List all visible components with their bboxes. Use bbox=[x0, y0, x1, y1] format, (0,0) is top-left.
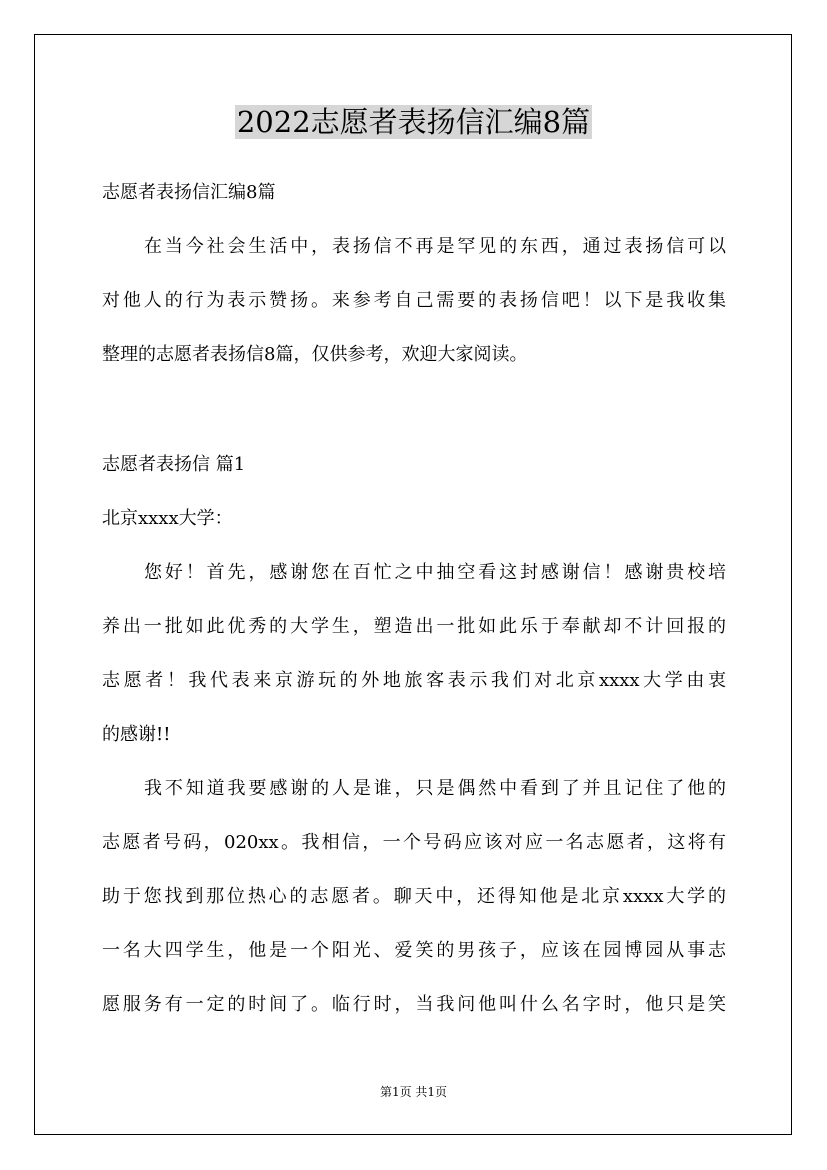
intro-line: 整理的志愿者表扬信8篇，仅供参考，欢迎大家阅读。 bbox=[102, 344, 528, 365]
paragraph-line: 您好！首先，感谢您在百忙之中抽空看这封感谢信！感谢贵校培 bbox=[144, 562, 726, 583]
paragraph-line: 一名大四学生，他是一个阳光、爱笑的男孩子，应该在园博园从事志 bbox=[102, 940, 726, 961]
paragraph-line: 助于您找到那位热心的志愿者。聊天中，还得知他是北京xxxx大学的 bbox=[102, 886, 726, 907]
section-heading: 志愿者表扬信 篇1 bbox=[102, 454, 246, 475]
salutation: 北京xxxx大学： bbox=[102, 508, 233, 529]
paragraph-line: 志愿者号码，020xx。我相信，一个号码应该对应一名志愿者，这将有 bbox=[102, 832, 726, 853]
intro-paragraph bbox=[102, 220, 726, 382]
intro-line: 在当今社会生活中，表扬信不再是罕见的东西，通过表扬信可以 bbox=[144, 236, 726, 257]
paragraph-line: 养出一批如此优秀的大学生，塑造出一批如此乐于奉献却不计回报的 bbox=[102, 616, 726, 637]
body-paragraph-2 bbox=[102, 762, 726, 1032]
title-text: 2022志愿者表扬信汇编8篇 bbox=[236, 105, 591, 139]
body-paragraph-1 bbox=[102, 546, 726, 762]
intro-line: 对他人的行为表示赞扬。来参考自己需要的表扬信吧！以下是我收集 bbox=[102, 290, 726, 311]
paragraph-line: 我不知道我要感谢的人是谁，只是偶然中看到了并且记住了他的 bbox=[144, 778, 726, 799]
section-block bbox=[102, 438, 726, 546]
document-title bbox=[0, 100, 827, 144]
paragraph-line: 的感谢!! bbox=[102, 724, 171, 745]
subtitle-block bbox=[102, 166, 726, 220]
subtitle: 志愿者表扬信汇编8篇 bbox=[102, 182, 276, 203]
page-number-footer: 第1页 共1页 bbox=[379, 1085, 448, 1099]
paragraph-line: 愿服务有一定的时间了。临行时，当我问他叫什么名字时，他只是笑 bbox=[102, 994, 726, 1015]
paragraph-line: 志愿者！我代表来京游玩的外地旅客表示我们对北京xxxx大学由衷 bbox=[102, 670, 726, 691]
